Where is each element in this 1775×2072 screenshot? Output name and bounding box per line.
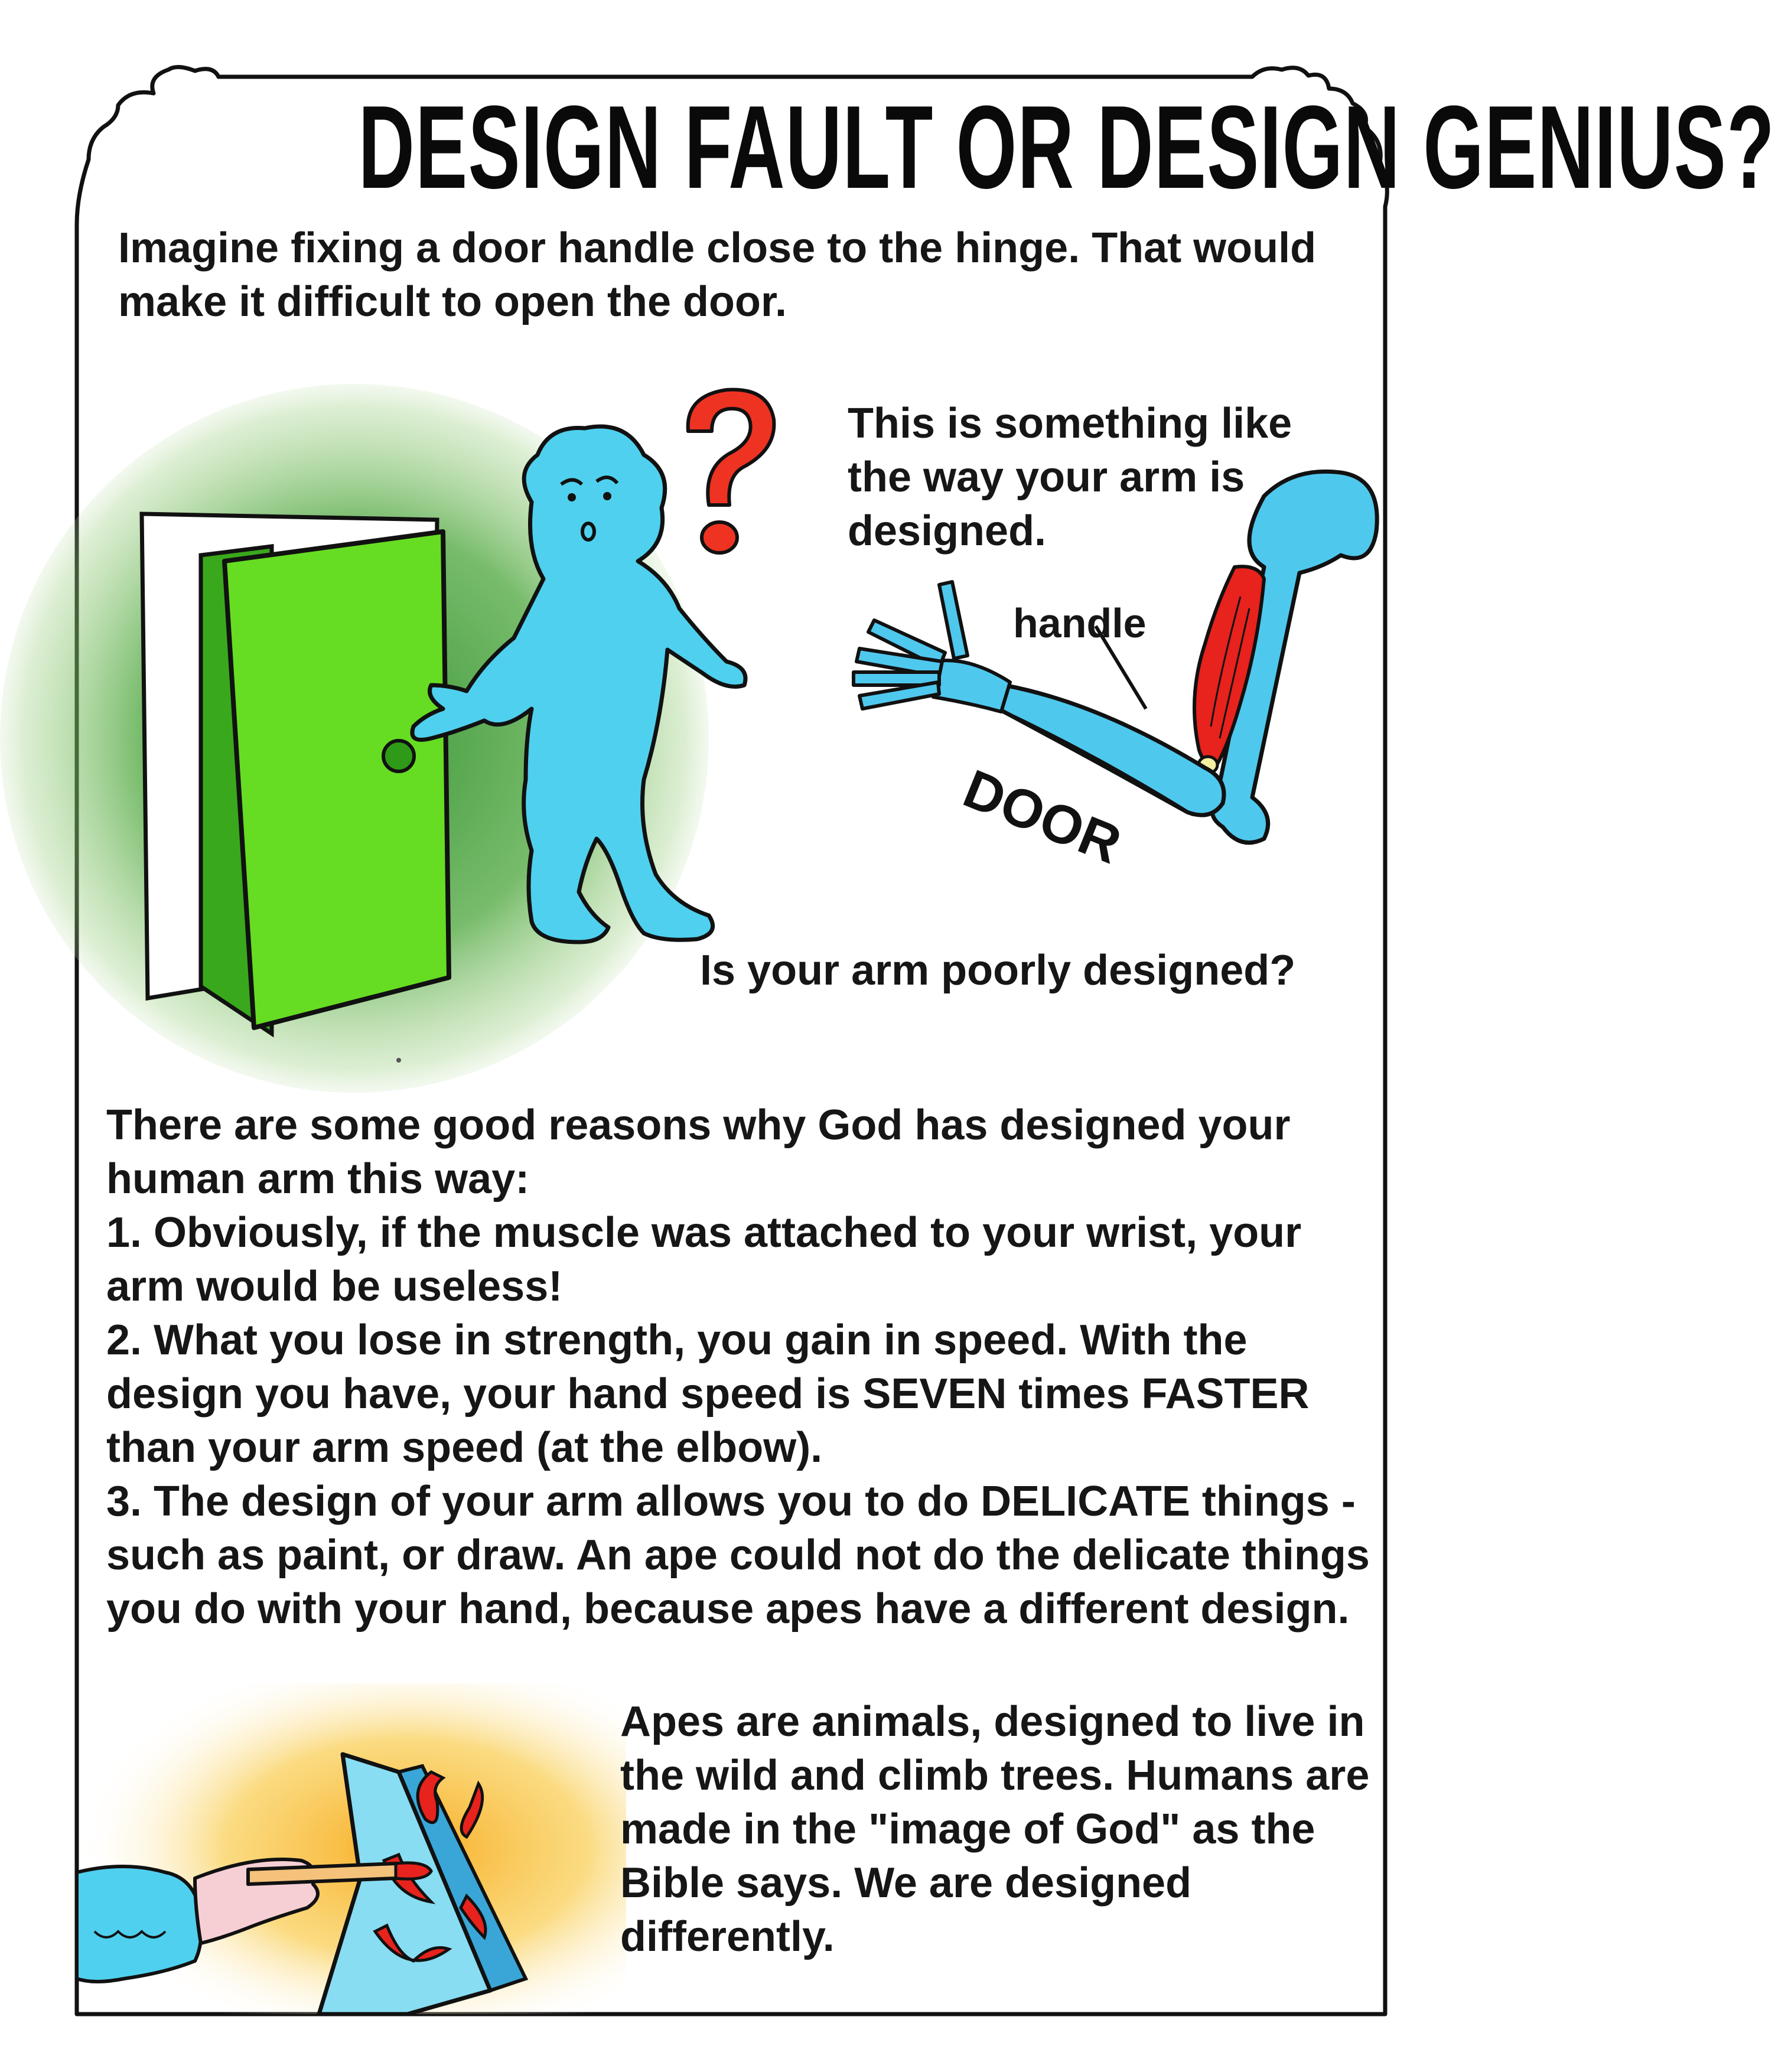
handle-label: handle	[1013, 600, 1147, 646]
sleeve-icon	[77, 1866, 201, 1982]
door-label: DOOR	[955, 758, 1129, 875]
reasons-lead: There are some good reasons why God has designed your human arm this way:	[106, 1102, 1291, 1203]
reason-item-2: 2. What you lose in strength, you gain in speed. With the design you have, your hand speed is SEVEN times FASTER than your arm speed (at the elbow).	[106, 1317, 1310, 1471]
question-mark-icon	[688, 390, 774, 553]
arm-question: Is your arm poorly designed?	[700, 947, 1296, 994]
ape-text: Apes are animals, designed to live in the wild and climb trees. Humans are made in the "image of God" as the Bible says. We are designed differently.	[620, 1698, 1370, 1960]
page-title: DESIGN FAULT OR DESIGN GENIUS?	[358, 82, 1775, 213]
intro-text: Imagine fixing a door handle close to the hinge. That would make it difficult to open the door.	[118, 224, 1317, 325]
reason-item-1: 1. Obviously, if the muscle was attached to your wrist, your arm would be useless!	[106, 1209, 1302, 1310]
hand-bones-icon	[854, 582, 1010, 712]
arm-caption: This is something like the way your arm is designed.	[848, 400, 1292, 555]
arm-illustration	[851, 449, 1394, 910]
door-knob-icon	[383, 741, 414, 771]
door-icon	[224, 532, 449, 1028]
painting-illustration	[77, 1683, 626, 2014]
reason-item-3: 3. The design of your arm allows you to do DELICATE things - such as paint, or draw. An ape could not do the delicate things you do with your hand, because apes have a different design.	[106, 1478, 1370, 1633]
reasons-block	[106, 1099, 1370, 1636]
